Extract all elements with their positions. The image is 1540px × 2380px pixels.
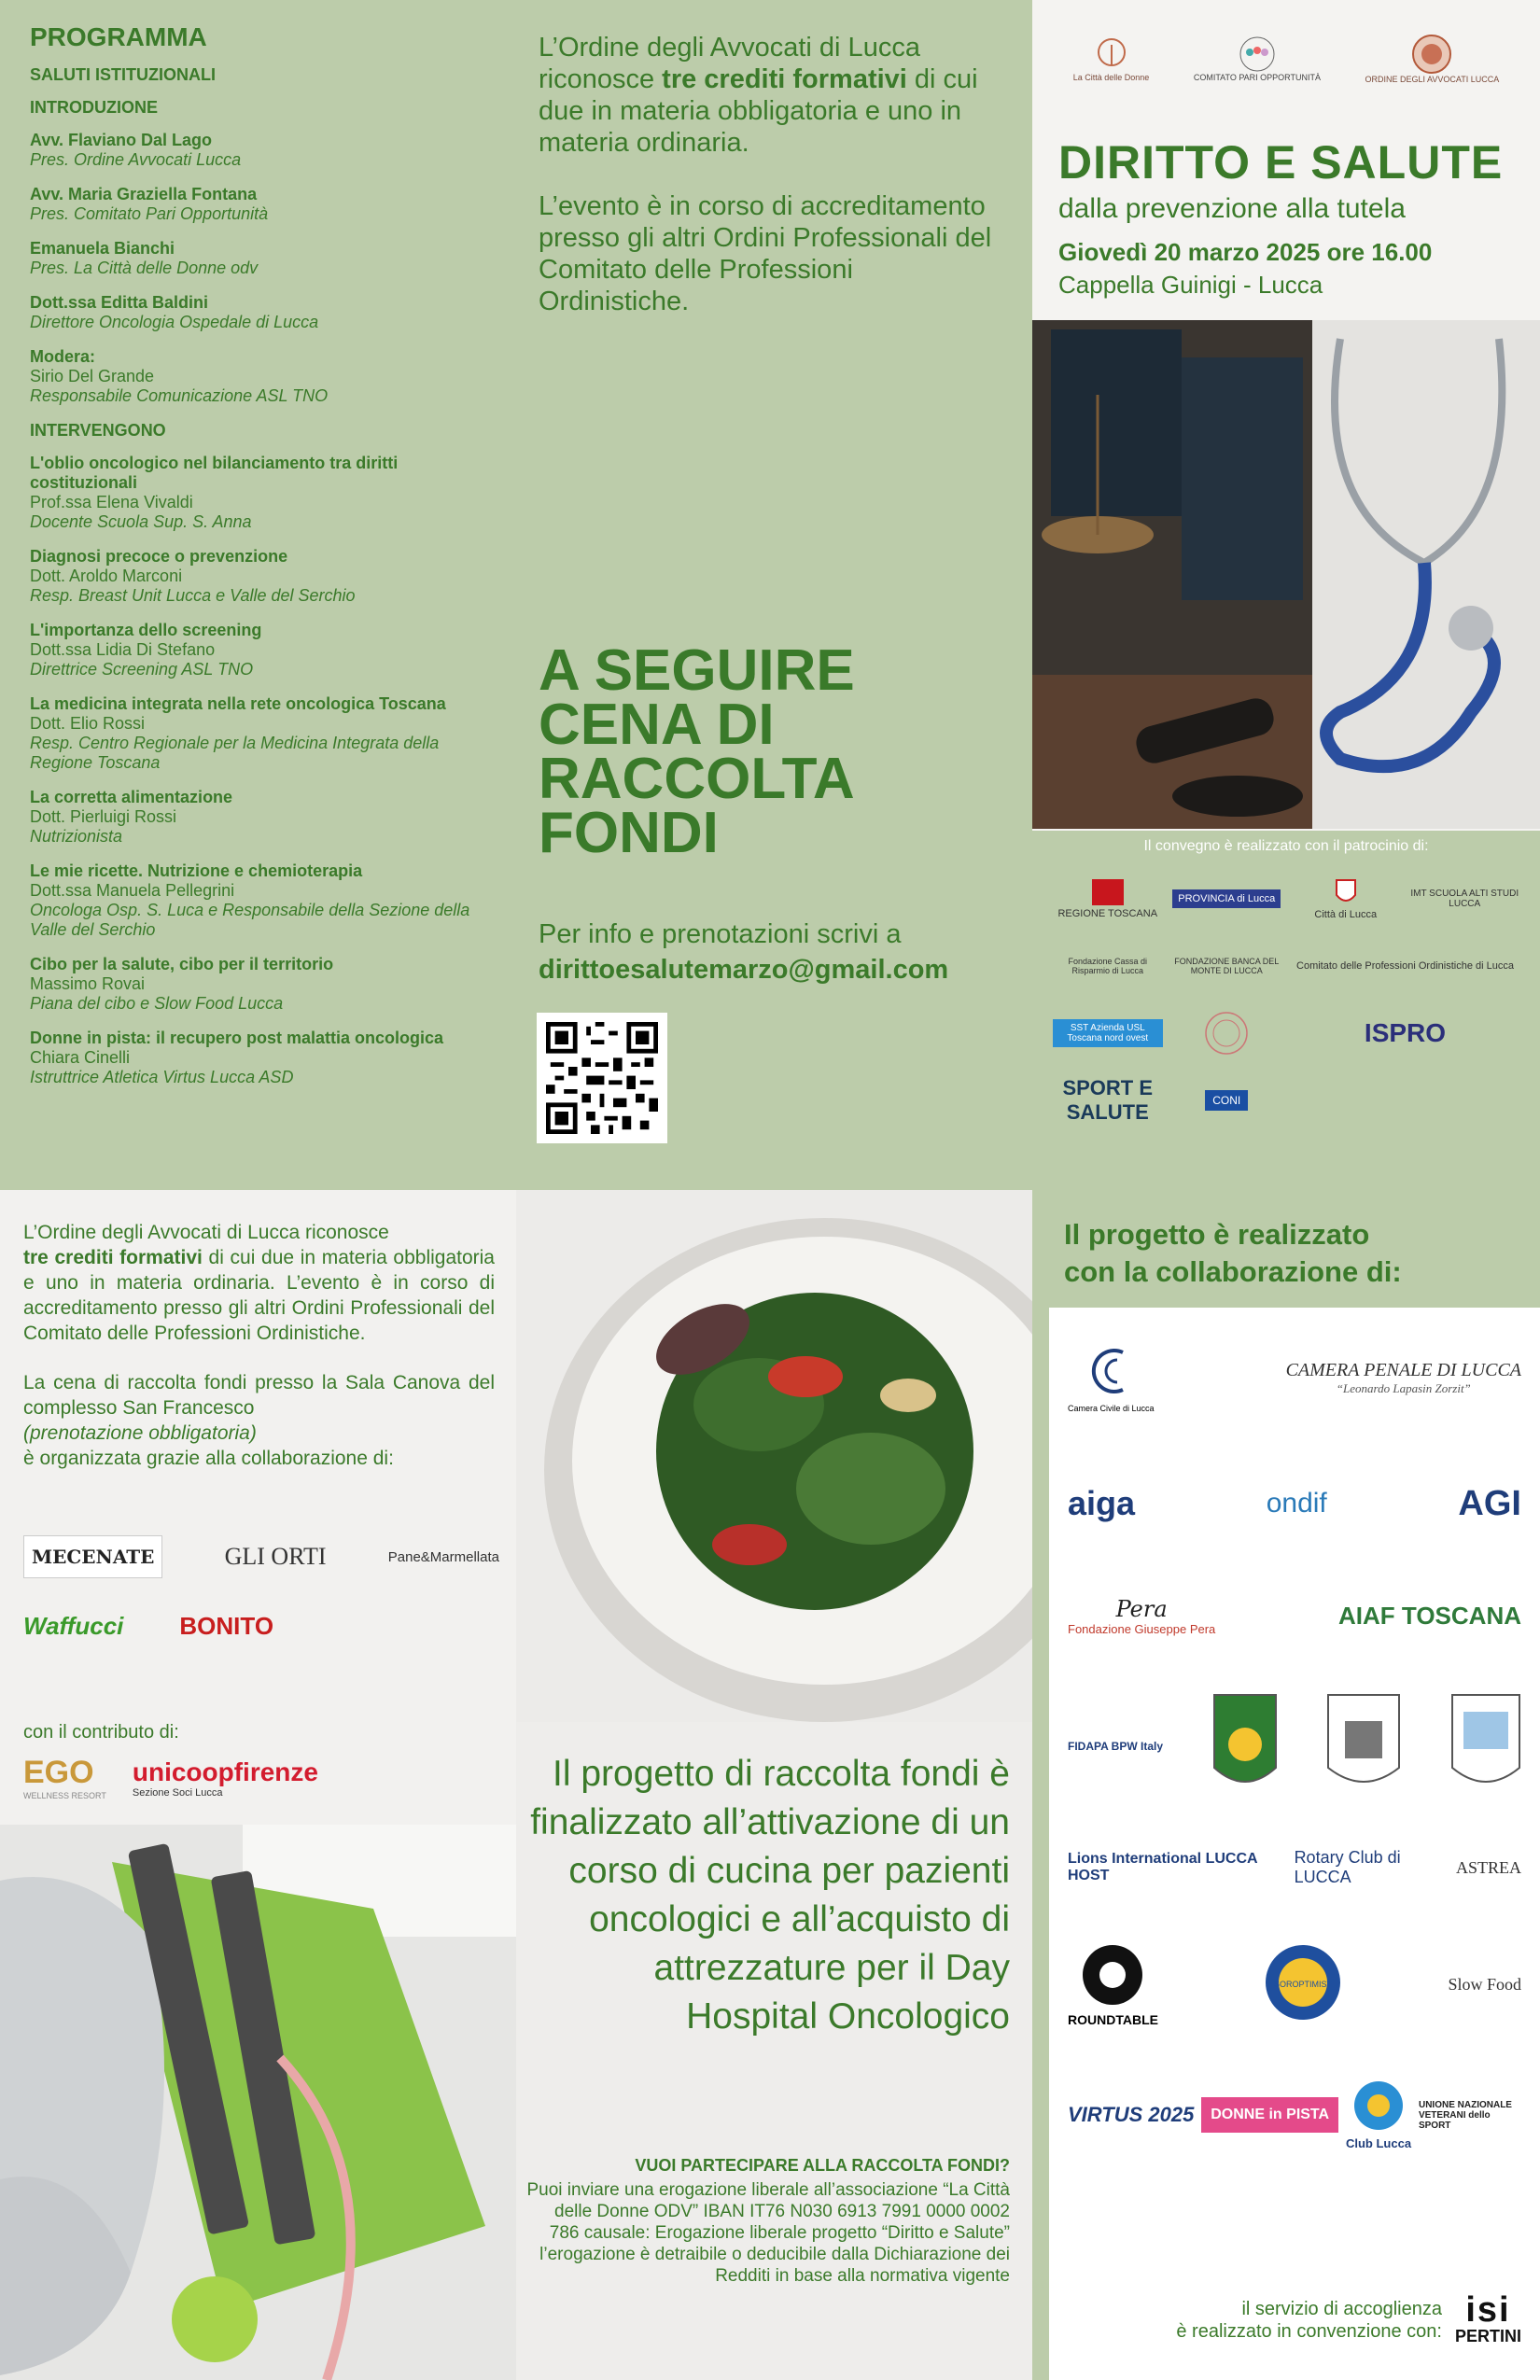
project-description: Il progetto di raccolta fondi è finalizzato all’attivazione di un corso di cucina per pazienti oncologici e all’acquisto di attrezzature per il Day Hospital Oncologico (530, 1754, 1010, 2037)
logo-label: Camera Civile di Lucca (1068, 1403, 1155, 1413)
hospitality-line: è realizzato in convenzione con: (1176, 2320, 1442, 2342)
fondazione-cassa-logo (1053, 939, 1163, 993)
patronage-logos (1032, 855, 1540, 1144)
logo-label: FONDAZIONE BANCA DEL MONTE DI LUCCA (1174, 957, 1280, 975)
event-date: Giovedì 20 marzo 2025 ore 16.00 (1058, 238, 1433, 266)
people-icon (1229, 35, 1285, 73)
credits-pre: L’Ordine degli Avvocati di Lucca riconosce (23, 1222, 389, 1243)
fondazione-monte-logo (1172, 939, 1282, 993)
unvs-logo: UNIONE NAZIONALE VETERANI dello SPORT (1418, 2099, 1512, 2131)
imt-logo (1410, 872, 1520, 926)
slow-food-logo: Slow Food (1448, 1974, 1521, 1994)
bonito-logo: BONITO (179, 1612, 274, 1640)
center-panel (516, 0, 1032, 1190)
sponsor-row (23, 1612, 499, 1641)
talk-speaker: Dott. Aroldo Marconi (30, 567, 183, 585)
cover-panel (1032, 0, 1540, 1190)
qr-code[interactable] (537, 1013, 667, 1143)
speaker-name: Emanuela Bianchi (30, 239, 175, 258)
citta-donne-logo (1073, 35, 1150, 82)
mecenate-logo: MECENATE (23, 1535, 162, 1578)
intro-item (30, 239, 497, 278)
talk-title: Diagnosi precoce o prevenzione (30, 547, 288, 566)
collab-row (1049, 2054, 1540, 2176)
program-panel (0, 0, 516, 1190)
program-heading: PROGRAMMA (30, 22, 207, 51)
logo-sub: Sezione Soci Lucca (132, 1786, 223, 1799)
hospitality-credit (1049, 2290, 1540, 2346)
contrib-title: con il contributo di: (23, 1722, 179, 1743)
astrea-logo: ASTREA (1455, 1857, 1521, 1877)
talk-item (30, 547, 497, 606)
moderator-role: Responsabile Comunicazione ASL TNO (30, 386, 329, 405)
logo-label: ROUNDTABLE (1068, 2011, 1158, 2027)
talk-item (30, 621, 497, 679)
logo-label: ISPRO (1364, 1018, 1447, 1047)
talk-title: La corretta alimentazione (30, 788, 233, 806)
dinner-info-panel (0, 1190, 516, 1825)
headline-line: A SEGUIRE (539, 638, 855, 703)
talk-role: Direttrice Screening ASL TNO (30, 660, 254, 679)
sponsor-row (23, 1535, 499, 1578)
fitness-photo (0, 1825, 516, 2380)
fidapa-logo: FIDAPA BPW Italy (1068, 1740, 1164, 1753)
talk-item (30, 694, 497, 773)
provincia-lucca-logo (1172, 872, 1282, 926)
talk-speaker: Massimo Rovai (30, 974, 146, 993)
logo-label: IMT SCUOLA ALTI STUDI LUCCA (1410, 889, 1519, 909)
talk-speaker: Dott.ssa Manuela Pellegrini (30, 881, 235, 900)
talk-title: Donne in pista: il recupero post malattia oncologica (30, 1029, 444, 1047)
usl-logo (1053, 1006, 1163, 1060)
speaker-role: Pres. Comitato Pari Opportunità (30, 204, 269, 223)
lions-host-logo: Lions International LUCCA HOST (1068, 1851, 1257, 1883)
talk-role: Nutrizionista (30, 827, 123, 846)
talk-role: Oncologa Osp. S. Luca e Responsabile della Sezione della Valle del Serchio (30, 901, 470, 939)
speaker-role: Pres. La Città delle Donne odv (30, 259, 259, 277)
collab-title (1064, 1216, 1402, 1291)
talk-title: Le mie ricette. Nutrizione e chemioterapia (30, 861, 363, 880)
collab-row (1049, 1914, 1540, 2054)
logo-label: unicoopfirenze (132, 1757, 318, 1786)
waffucci-logo: Waffucci (23, 1612, 124, 1640)
speaker-name: Avv. Maria Graziella Fontana (30, 185, 258, 203)
speaker-name: Avv. Flaviano Dal Lago (30, 131, 213, 149)
logo-text: La Città delle Donne (1072, 72, 1150, 82)
talk-speaker: Dott.ssa Lidia Di Stefano (30, 640, 216, 659)
donne-in-pista-logo: DONNE in PISTA (1201, 2097, 1338, 2133)
collab-row (1049, 1560, 1540, 1672)
credits-bold: tre crediti formativi (662, 64, 907, 94)
lions-shield-logo (1212, 1693, 1278, 1800)
speaker-role: Pres. Ordine Avvocati Lucca (30, 150, 242, 169)
logo-label: Fondazione Cassa di Risparmio di Lucca (1068, 957, 1148, 975)
logo-label: SPORT E SALUTE (1062, 1076, 1154, 1124)
dinner-collab: è organizzata grazie alla collaborazione di: (23, 1448, 394, 1469)
roundtable-logo (1068, 1942, 1158, 2027)
talk-title: L'importanza dello screening (30, 621, 262, 639)
event-subtitle: dalla prevenzione alla tutela (1058, 193, 1406, 224)
logo-sub: WELLNESS RESORT (23, 1791, 106, 1800)
donation-text: Puoi inviare una erogazione liberale all’associazione “La Città delle Donne ODV” IBAN IT76 N030 6913 7991 0000 0002 786 causale: Erogazione liberale progetto “Diritto e Salute” l’erogazione è detraibile o deducibile dalla Dichiarazione dei Redditi in base alla normativa vigente (526, 2180, 1010, 2286)
logo-label: CAMERA PENALE DI LUCCA (1285, 1359, 1521, 1380)
lions-club-logo (1450, 1693, 1521, 1800)
comitato-professioni-logo (1291, 939, 1519, 993)
speaker-role: Direttore Oncologia Ospedale di Lucca (30, 313, 319, 331)
collab-row (1049, 1672, 1540, 1821)
agi-logo: AGI (1458, 1483, 1521, 1523)
intro-item (30, 131, 497, 170)
talk-role: Piana del cibo e Slow Food Lucca (30, 994, 284, 1013)
organizer-logos (1032, 0, 1540, 117)
talk-item (30, 788, 497, 847)
logo-label: PROVINCIA di Lucca (1172, 889, 1281, 908)
credits-post: di cui due in materia obbligatoria e uno in materia ordinaria. L’evento è in corso di accreditamento presso gli altri Ordini Professionali del Comitato delle Professioni Ordinistiche. (23, 1247, 495, 1344)
program-list (30, 22, 497, 1102)
accreditation-paragraph: L’evento è in corso di accreditamento presso gli altri Ordini Professionali del Comitato delle Professioni Ordinistiche. (539, 191, 992, 316)
ego-logo (23, 1755, 106, 1800)
talk-item (30, 454, 497, 532)
moderator-item (30, 347, 497, 406)
camera-penale-logo (1286, 1360, 1521, 1396)
event-title: DIRITTO E SALUTE (1058, 136, 1504, 189)
dinner-booking-note: (prenotazione obbligatoria) (23, 1422, 257, 1444)
talk-item (30, 1029, 497, 1087)
credits-paragraph (23, 1220, 495, 1346)
speaker-name: Dott.ssa Editta Baldini (30, 293, 209, 312)
salad-photo (516, 1190, 1032, 1722)
dinner-sponsors (23, 1535, 499, 1674)
logo-label: CONI (1205, 1090, 1248, 1111)
booking-info (539, 917, 1024, 987)
talk-title: L'oblio oncologico nel bilanciamento tra diritti costituzionali (30, 454, 399, 492)
logo-label: Fondazione Giuseppe Pera (1068, 1621, 1216, 1636)
patronage-title: Il convegno è realizzato con il patrocinio di: (1143, 838, 1429, 854)
moderator-name: Sirio Del Grande (30, 367, 155, 385)
hospitality-line: il servizio di accoglienza (1241, 2298, 1442, 2319)
citta-lucca-logo (1291, 872, 1401, 926)
unicoop-logo (133, 1757, 318, 1799)
ondif-logo: ondif (1266, 1488, 1327, 1519)
dinner-info-text (23, 1220, 495, 1471)
credits-post: di cui due in materia obbligatoria e uno in materia ordinaria. (539, 64, 978, 158)
talk-speaker: Chiara Cinelli (30, 1048, 131, 1067)
talk-role: Resp. Breast Unit Lucca e Valle del Serchio (30, 586, 356, 605)
aiga-logo: aiga (1068, 1484, 1136, 1522)
collab-title-line: con la collaborazione di: (1064, 1255, 1402, 1288)
talk-title: La medicina integrata nella rete oncologica Toscana (30, 694, 446, 713)
logo-label: Comitato delle Professioni Ordinistiche di Lucca (1296, 960, 1514, 972)
collab-row (1049, 1821, 1540, 1914)
dinner-paragraph (23, 1370, 495, 1471)
ordine-avvocati-logo (1365, 34, 1500, 84)
club-lucca-logo (1346, 2079, 1411, 2150)
aiaf-logo: AIAF TOSCANA (1338, 1601, 1521, 1630)
logo-text: ORDINE DEGLI AVVOCATI LUCCA (1365, 74, 1500, 84)
camera-civile-logo (1068, 1343, 1155, 1413)
tree-icon (1093, 35, 1130, 73)
collab-title-line: Il progetto è realizzato (1064, 1218, 1370, 1251)
sport-salute-logo (1053, 1073, 1163, 1127)
virtus-logo: VIRTUS 2025 (1068, 2103, 1195, 2126)
ispro-logo (1291, 1006, 1519, 1060)
dinner-headline (539, 638, 1005, 865)
justice-stethoscope-photo (1032, 320, 1540, 829)
coni-logo (1172, 1073, 1282, 1127)
credits-bold: tre crediti formativi (23, 1247, 203, 1268)
qr-code-graphic (546, 1022, 658, 1134)
seal-icon (1411, 34, 1452, 75)
isi-pertini-logo: isi PERTINI (1454, 2290, 1521, 2345)
section-saluti: SALUTI ISTITUZIONALI (30, 65, 216, 84)
collab-row (1049, 1448, 1540, 1560)
talk-speaker: Dott. Elio Rossi (30, 714, 146, 733)
logo-label: Città di Lucca (1314, 908, 1378, 920)
talk-speaker: Dott. Pierluigi Rossi (30, 807, 177, 826)
credits-text (539, 32, 1005, 349)
talk-item (30, 955, 497, 1014)
credits-pre: L’Ordine degli Avvocati di Lucca riconosce (539, 33, 920, 94)
talk-item (30, 861, 497, 940)
headline-line: FONDI (539, 801, 719, 865)
logo-text: COMITATO PARI OPPORTUNITÀ (1193, 72, 1322, 82)
moderator-label: Modera: (30, 347, 96, 366)
booking-label: Per info e prenotazioni scrivi a (539, 919, 902, 949)
pari-opportunita-logo (1194, 35, 1321, 82)
intro-item (30, 185, 497, 224)
hospitality-text (1176, 2298, 1442, 2343)
collab-row (1049, 1308, 1540, 1448)
intro-item (30, 293, 497, 332)
project-panel (516, 1190, 1032, 2380)
fondazione-pera-logo: Pera Fondazione Giuseppe Pera (1068, 1595, 1216, 1636)
seal-logo (1172, 1006, 1282, 1060)
pane-marmellata-logo: Pane&Marmellata (387, 1548, 499, 1565)
headline-line: RACCOLTA (539, 747, 855, 811)
logo-label: SST Azienda USL Toscana nord ovest (1053, 1019, 1163, 1047)
event-location: Cappella Guinigi - Lucca (1058, 271, 1323, 299)
donation-title: VUOI PARTECIPARE ALLA RACCOLTA FONDI? (635, 2156, 1010, 2175)
cover-title-block (1058, 135, 1525, 300)
collaboration-panel (1032, 1190, 1540, 2380)
contrib-logos (23, 1755, 318, 1800)
lions-lucca-mura-logo (1326, 1693, 1401, 1800)
regione-toscana-logo (1053, 872, 1163, 926)
credits-paragraph (539, 32, 1005, 159)
logo-label: EGO (23, 1755, 94, 1790)
logo-label: SOROPTIMIST (1274, 1979, 1333, 1989)
headline-line: CENA DI (539, 693, 775, 757)
talk-title: Cibo per la salute, cibo per il territorio (30, 955, 334, 973)
donation-info (525, 2156, 1010, 2287)
seal-icon (1203, 1010, 1250, 1057)
logo-sub: “Leonardo Lapasin Zorzit” (1336, 1380, 1471, 1395)
dinner-location: La cena di raccolta fondi presso la Sala Canova del complesso San Francesco (23, 1372, 495, 1419)
section-introduzione: INTRODUZIONE (30, 98, 158, 117)
logo-label: REGIONE TOSCANA (1057, 907, 1158, 919)
collab-logos (1049, 1308, 1540, 2380)
gli-orti-logo: GLI ORTI (224, 1543, 327, 1570)
section-intervengono: INTERVENGONO (30, 421, 166, 440)
booking-email-link[interactable]: dirittoesalutemarzo@gmail.com (539, 955, 949, 985)
logo-label: Club Lucca (1345, 2136, 1412, 2150)
logo-label: PERTINI (1454, 2327, 1521, 2345)
talk-role: Resp. Centro Regionale per la Medicina Integrata della Regione Toscana (30, 734, 440, 772)
soroptimist-logo (1264, 1943, 1342, 2026)
talk-role: Istruttrice Atletica Virtus Lucca ASD (30, 1068, 294, 1086)
talk-role: Docente Scuola Sup. S. Anna (30, 512, 252, 531)
cc-icon (1089, 1343, 1132, 1399)
talk-speaker: Prof.ssa Elena Vivaldi (30, 493, 193, 511)
patronage-section (1032, 831, 1540, 1190)
rotary-logo: Rotary Club di LUCCA (1294, 1848, 1401, 1886)
